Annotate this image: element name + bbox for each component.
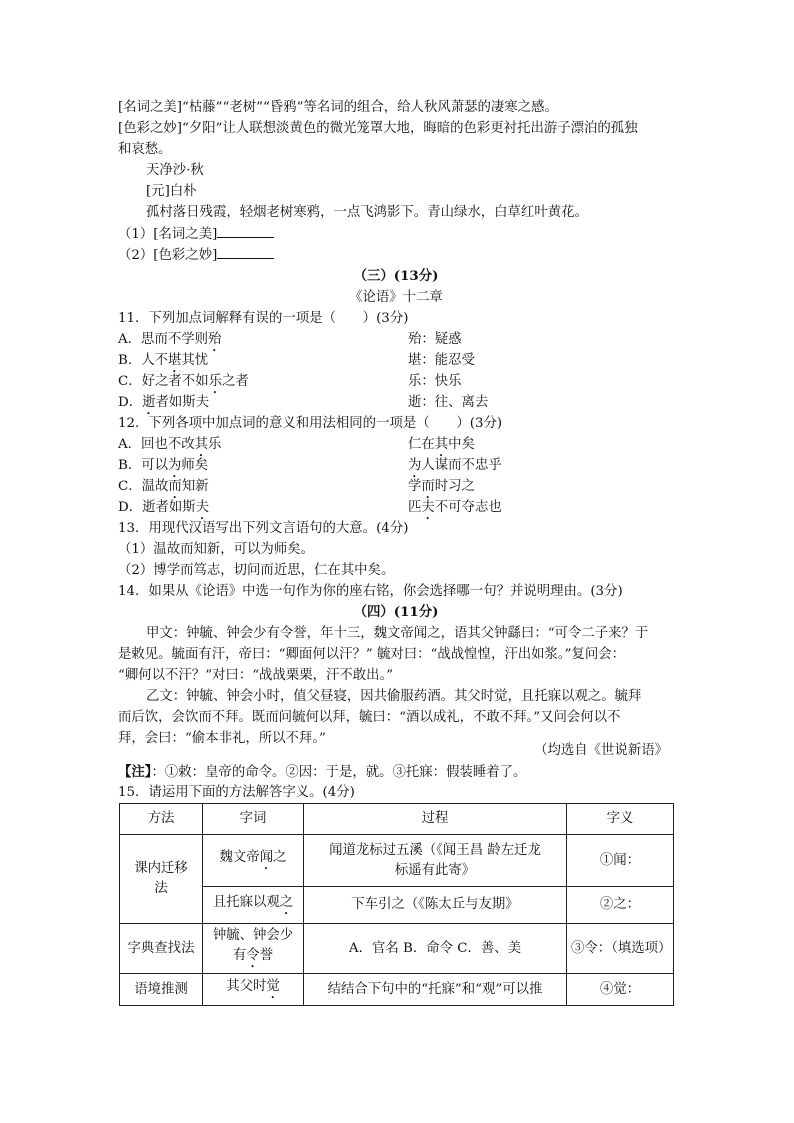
method-transfer: 课内迁移法 xyxy=(120,835,203,924)
q11-option-a xyxy=(118,329,462,350)
q13-stem: 13．用现代汉语写出下列文言语句的大意。(4分) xyxy=(118,521,409,536)
answer-label-2: （2）[色彩之妙] xyxy=(118,248,218,263)
q11-option-d xyxy=(118,392,489,413)
q12-a-text: A．回也不改 xyxy=(118,437,195,452)
table-header-row xyxy=(120,804,674,835)
annotation-line xyxy=(118,762,526,783)
table-row xyxy=(120,924,674,974)
q11-b-gloss: 堪：能忍受 xyxy=(408,353,475,368)
q12-a-compare: 仁在 xyxy=(408,437,435,452)
q12-option-b xyxy=(118,455,502,476)
q12-c-compare: 学 xyxy=(408,479,422,494)
q11-c-gloss: 乐：快乐 xyxy=(408,374,462,389)
q12-c-text: C．温故 xyxy=(118,479,169,494)
answer-label-1: （1）[名词之美] xyxy=(118,227,218,242)
answer-blank-1[interactable] xyxy=(217,223,274,238)
text-yi-line2: 而后饮，会饮而不拜。既而问毓何以拜，毓曰：“酒以成礼，不敢不拜。”又问会何以不 xyxy=(118,710,621,725)
q11-d-post: 者如斯夫 xyxy=(155,395,210,410)
q11-b-text: B．人不 xyxy=(118,353,169,368)
q15-stem: 15．请运用下面的方法解答字义。(4分) xyxy=(118,785,355,800)
q12-b-compare-dot: 为 xyxy=(408,458,422,473)
q12-c-dot: 而 xyxy=(168,479,182,494)
method-table xyxy=(119,803,674,1006)
section-3-subtitle: 《论语》十二章 xyxy=(349,290,443,305)
q12-d-compare: 匹 xyxy=(408,500,422,515)
table-row xyxy=(120,887,674,924)
row2-word xyxy=(203,887,304,924)
q12-c-compare-post: 时习之 xyxy=(434,479,475,494)
q12-c-post: 知新 xyxy=(181,479,209,494)
q11-b-post: 其忧 xyxy=(181,353,209,368)
q11-d-dot: 逝 xyxy=(142,395,156,410)
row2-word-pre: 且托寐以观 xyxy=(212,894,280,910)
poem-author: [元]白朴 xyxy=(146,184,197,199)
row1-word-post: 之 xyxy=(273,850,287,865)
row1-meaning[interactable]: ①闻： xyxy=(567,835,674,887)
table-row xyxy=(120,835,674,887)
header-process: 过程 xyxy=(304,804,567,835)
q12-b-post: 师矣 xyxy=(181,458,209,473)
row3-meaning[interactable]: ③令：（填选项） xyxy=(567,924,674,974)
row4-word xyxy=(203,974,304,1006)
q12-c-compare-dot: 而 xyxy=(421,479,435,494)
row4-word-dot: 觉 xyxy=(266,979,280,994)
q12-b-dot: 为 xyxy=(168,458,182,473)
q12-a-dot: 其 xyxy=(194,437,209,452)
row1-process: 闻道龙标过五溪（《闻王昌 龄左迁龙标遥有此寄》 xyxy=(304,835,567,887)
answer-blank-2[interactable] xyxy=(217,244,274,259)
q12-b-compare-post: 人谋而不忠乎 xyxy=(421,458,502,473)
text-jia-line2: 是敕见。毓面有汗，帝曰：“卿面何以汗？” 毓对曰：“战战惶惶，汗出如浆。”复问会： xyxy=(118,647,625,662)
q11-option-b xyxy=(118,350,475,371)
row4-process: 结结合下句中的“托寐”和“观”可以推 xyxy=(304,974,567,1006)
q11-d-gloss: 逝：往、离去 xyxy=(408,395,489,410)
q12-option-d xyxy=(118,497,502,518)
method-dictionary: 字典查找法 xyxy=(120,924,203,974)
row3-word xyxy=(203,924,304,974)
q12-stem: 12．下列各项中加点词的意义和用法相同的一项是（ ）(3分) xyxy=(118,416,503,431)
q11-c-post: 之者 xyxy=(221,374,249,389)
q12-a-compare-post: 中矣 xyxy=(448,437,475,452)
q11-c-text: C．好之者不如 xyxy=(118,374,209,389)
answer-line-2 xyxy=(118,244,274,265)
q13-sentence-2: （2）博学而笃志，切问而近思，仁在其中矣。 xyxy=(118,563,395,578)
q12-option-a xyxy=(118,434,475,455)
noun-beauty-note: [名词之美]“枯藤”“老树”“昏鸦”等名词的组合，给人秋风萧瑟的凄寒之感。 xyxy=(118,100,558,115)
header-word: 字词 xyxy=(203,804,304,835)
source-note: （均选自《世说新语》 xyxy=(534,743,668,758)
q11-a-text: A．思而不学则 xyxy=(118,332,209,347)
text-yi-line3: 拜，会曰：“偷本非礼，所以不拜。” xyxy=(118,731,326,746)
q12-a-post: 乐 xyxy=(208,437,222,452)
method-context: 语境推测 xyxy=(120,974,203,1006)
header-method: 方法 xyxy=(120,804,203,835)
q12-a-compare-dot: 其 xyxy=(434,437,449,452)
row3-word-pre: 钟毓、钟会少有 xyxy=(212,928,294,963)
header-meaning: 字义 xyxy=(567,804,674,835)
row4-meaning[interactable]: ④觉： xyxy=(567,974,674,1006)
q11-option-c xyxy=(118,371,462,392)
row3-word-post: 誉 xyxy=(259,948,274,963)
q13-sentence-1: （1）温故而知新，可以为师矣。 xyxy=(118,542,314,557)
text-yi-line1: 乙文：钟毓、钟会小时，值父昼寝，因共偷服药酒。其父时觉，且托寐以观之。毓拜 xyxy=(146,689,642,704)
row1-word-pre: 魏文帝 xyxy=(219,850,260,865)
row1-word xyxy=(203,835,304,887)
color-note-line2: 和哀愁。 xyxy=(118,142,172,157)
color-note-line1: [色彩之妙]“夕阳”让人联想淡黄色的微光笼罩大地，晦暗的色彩更衬托出游子漂泊的孤独 xyxy=(118,121,638,136)
q12-d-text: D．逝者如斯 xyxy=(118,500,196,515)
table-row xyxy=(120,974,674,1006)
poem-body: 孤村落日残霞，轻烟老树寒鸦，一点飞鸿影下。青山绿水，白草红叶黄花。 xyxy=(146,205,588,220)
q12-b-text: B．可以 xyxy=(118,458,169,473)
annotation-label: 【注】 xyxy=(118,764,152,780)
q11-stem: 11．下列加点词解释有误的一项是（ ）(3分) xyxy=(118,311,409,326)
section-3-heading: （三）(13分) xyxy=(353,268,439,284)
row1-word-dot: 闻 xyxy=(259,850,274,865)
q12-option-c xyxy=(118,476,475,497)
q11-b-dot: 堪 xyxy=(168,353,182,368)
q12-d-compare-post: 不可夺志也 xyxy=(434,500,502,515)
row2-meaning[interactable]: ②之： xyxy=(567,887,674,924)
q12-d-compare-dot: 夫 xyxy=(421,500,435,515)
row2-word-dot: 之 xyxy=(279,894,294,910)
poem-title: 天净沙·秋 xyxy=(146,163,204,178)
q11-a-dot: 殆 xyxy=(208,332,222,347)
text-jia-line3: “卿何以不汗？”对曰：“战战栗栗，汗不敢出。” xyxy=(118,668,394,683)
q11-d-text: D． xyxy=(118,395,143,410)
text-jia-line1: 甲文：钟毓、钟会少有令誉，年十三，魏文帝闻之，语其父钟繇曰：“可令二子来？于 xyxy=(146,626,649,641)
q11-c-dot: 乐 xyxy=(208,374,222,389)
q14-stem: 14．如果从《论语》中选一句作为你的座右铭，你会选择哪一句？并说明理由。(3分) xyxy=(118,584,623,599)
answer-line-1 xyxy=(118,223,274,244)
section-4-heading: （四）(11分) xyxy=(353,604,439,620)
q12-d-dot: 夫 xyxy=(195,500,210,515)
row3-word-dot: 令 xyxy=(246,948,260,963)
row4-word-pre: 其父时 xyxy=(226,979,267,994)
q11-a-gloss: 殆：疑惑 xyxy=(408,332,462,347)
row2-process: 下车引之（《陈太丘与友期》 xyxy=(304,887,567,924)
annotation-text: ：①敕：皇帝的命令。②因：于是，就。③托寐：假装睡着了。 xyxy=(151,765,527,780)
row3-process: A．官名 B．命令 C．善、美 xyxy=(304,924,567,974)
